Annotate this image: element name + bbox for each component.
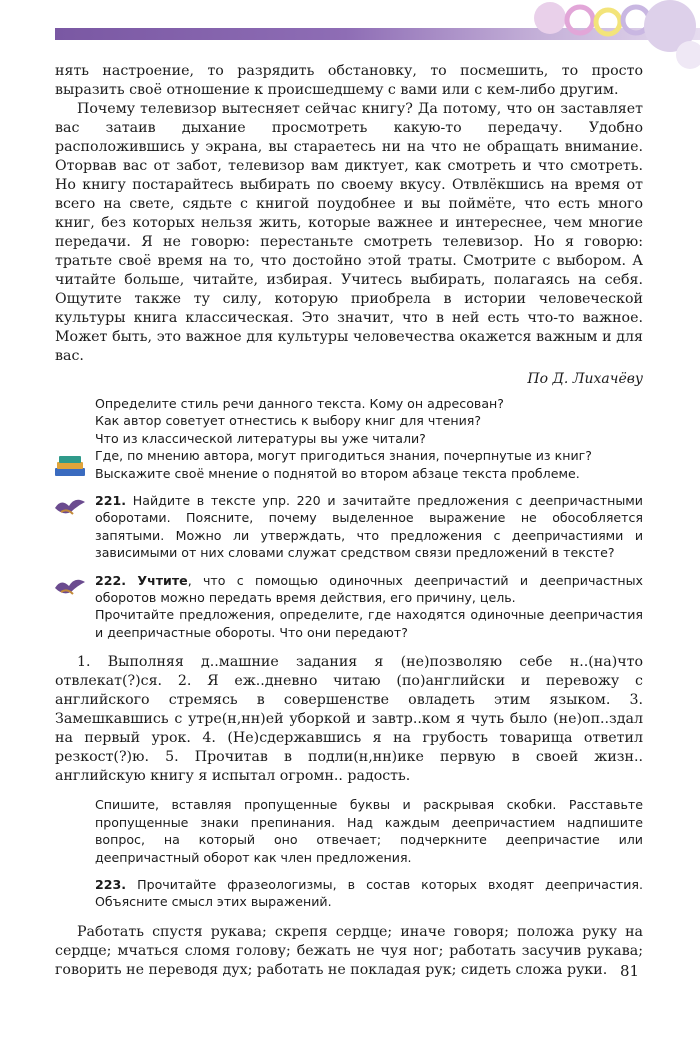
task-223-text: Прочитайте фразеологизмы, в состав которых входят деепричастия. Объясните смысл этих выражений. bbox=[95, 876, 643, 910]
birds-icon-2 bbox=[53, 574, 87, 598]
task-222-text-2: Прочитайте предложения, определите, где находятся одиночные деепричастия и деепричастные обороты. Что они передают? bbox=[95, 607, 643, 640]
author-attribution: По Д. Лихачёву bbox=[527, 371, 643, 387]
task-222-text: , что с помощью одиночных деепричастий и деепричастных оборотов можно передать время действия, его причину, цель. bbox=[95, 572, 643, 606]
task-223-number: 223. bbox=[95, 876, 127, 892]
instruction-block bbox=[95, 796, 643, 866]
questions-block bbox=[95, 395, 643, 482]
paragraph-1: нять настроение, то разрядить обстановку, то посмешить, то просто выразить своё отношение к происшедшему с вами или с кем-либо другим. bbox=[55, 63, 643, 98]
reading-text bbox=[55, 62, 643, 389]
exercise-text: 1. Выполняя д..машние задания я (не)позволяю себе н..(на)что отвлекат(?)ся. 2. Я еж..дневно читаю (по)английски и перевожу с английского стремясь в совершенстве овладеть этим языком. 3. Замешкавшись с утре(н,нн)ей уборкой и завтр..ком я чуть было (не)оп..здал на первый урок. 4. (Не)сдержавшись я на грубость товарища ответил резкост(?)ю. 5. Прочитав в подли(н,нн)ике первую в своей жизн.. английскую книгу я испытал огромн.. радость. bbox=[55, 654, 643, 785]
idioms-block bbox=[55, 923, 643, 980]
decorative-circles bbox=[520, 0, 700, 70]
page-number: 81 bbox=[620, 962, 640, 980]
task-222-keyword: Учтите bbox=[137, 572, 188, 588]
paragraph-2: Почему телевизор вытесняет сейчас книгу? Да потому, что он заставляет вас затаив дыхание просмотреть какую-то передачу. Удобно расположившись у экрана, вы стараетесь ни на что не обращать внимание. Оторвав вас от забот, телевизор вам диктует, как смотреть и что смотреть. Но книгу постарайтесь выбирать по своему вкусу. Отвлёкшись на время от всего на свете, сядьте с книгой поудобнее и вы поймёте, что есть много книг, без которых нельзя жить, которые важнее и интереснее, чем многие передачи. Я не говорю: перестаньте смотреть телевизор. Но я говорю: тратьте своё время на то, что достойно этой траты. Смотрите с выбором. А читайте больше, читайте, избирая. Учитесь выбирать, полагаясь на себя. Ощутите также ту силу, которую приобрела в истории человеческой культуры книга классическая. Это значит, что в ней есть что-то важное. Может быть, это важное для культуры человечества окажется важным и для вас. bbox=[55, 101, 643, 364]
task-222 bbox=[95, 572, 643, 642]
instruction-text: Спишите, вставляя пропущенные буквы и раскрывая скобки. Расставьте пропущенные знаки препинания. Над каждым деепричастием надпишите вопрос, на который оно отвечает; подчеркните деепричастие или деепричастный оборот как член предложения. bbox=[95, 797, 643, 865]
birds-icon bbox=[53, 494, 87, 518]
task-221 bbox=[95, 492, 643, 562]
task-222-number: 222. bbox=[95, 572, 127, 588]
question-2: Как автор советует отнестись к выбору книг для чтения? bbox=[95, 413, 482, 429]
exercise-sentences bbox=[55, 653, 643, 786]
task-223 bbox=[95, 876, 643, 911]
books-icon bbox=[53, 454, 87, 478]
question-3: Что из классической литературы вы уже читали? bbox=[95, 430, 426, 446]
question-1: Определите стиль речи данного текста. Кому он адресован? bbox=[95, 396, 504, 411]
page-content bbox=[55, 62, 643, 980]
question-4: Где, по мнению автора, могут пригодиться знания, почерпнутые из книг? bbox=[95, 448, 592, 464]
task-221-text: Найдите в тексте упр. 220 и зачитайте предложения с деепричастными оборотами. Поясните, почему выделенное выражение не обособляется запятыми. Можно ли утверждать, что предложения с деепричастиями и зависимыми от них словами служат средством связи предложений в тексте? bbox=[95, 493, 643, 561]
idioms-text: Работать спустя рукава; скрепя сердце; иначе говоря; положа руку на сердце; мчаться сломя голову; бежать не чуя ног; работать засучив рукава; говорить не переводя дух; работать не покладая рук; сидеть сложа руки. bbox=[55, 923, 643, 978]
task-221-number: 221. bbox=[95, 493, 127, 509]
question-5: Выскажите своё мнение о поднятой во втором абзаце текста проблеме. bbox=[95, 465, 580, 481]
